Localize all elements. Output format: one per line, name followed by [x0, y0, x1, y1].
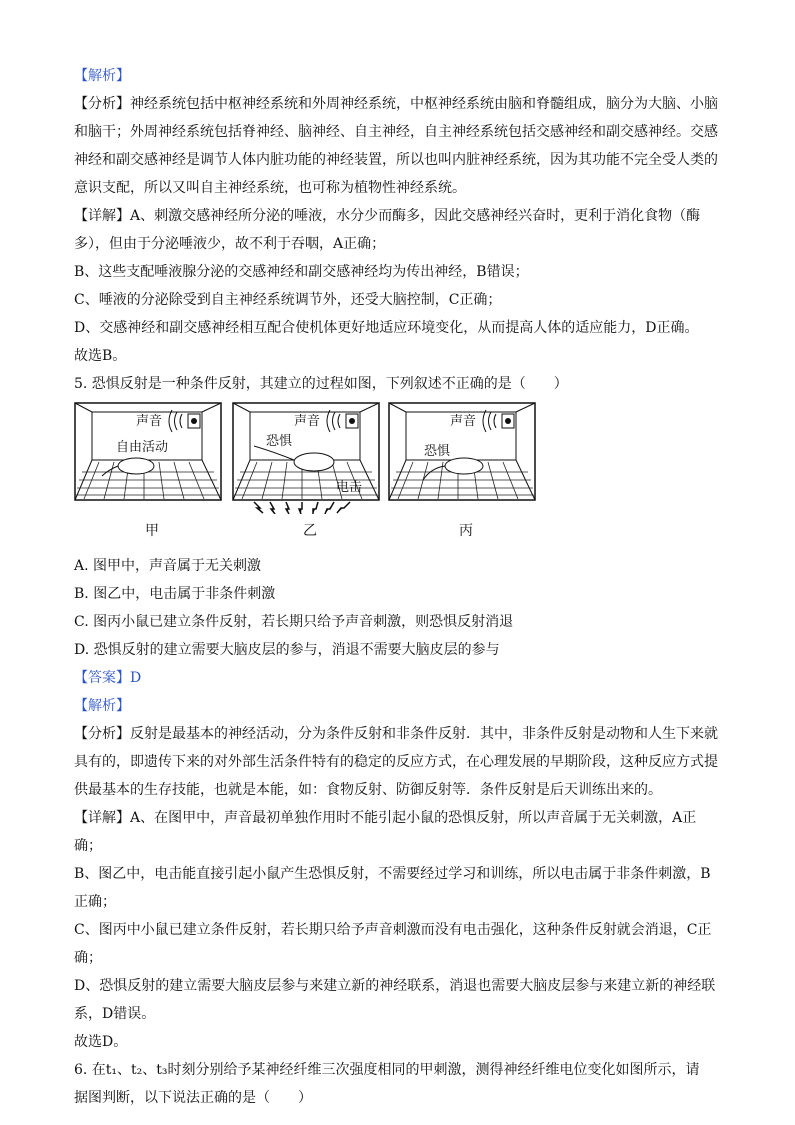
text-line: C、图丙中小鼠已建立条件反射，若长期只给予声音刺激而没有电击强化，这种条件反射就会消退，C正	[74, 922, 712, 938]
text-line: 【详解】A、刺激交感神经所分泌的唾液，水分少而酶多，因此交感神经兴奋时，更利于消化食物（酶	[74, 208, 701, 224]
text-line: 据图判断，以下说法正确的是（ ）	[74, 1090, 312, 1106]
text-line: 6. 在t₁、t₂、t₃时刻分别给予某神经纤维三次强度相同的甲刺激，测得神经纤维电位变化如图所示，请	[74, 1062, 700, 1078]
text-line: B、图乙中，电击能直接引起小鼠产生恐惧反射，不需要经过学习和训练，所以电击属于非条件刺激，B	[74, 866, 711, 882]
label-sound-jia: 声音	[136, 414, 163, 429]
text-line: 和脑干；外周神经系统包括脊神经、脑神经、自主神经，自主神经系统包括交感神经和副交感神经。交感	[74, 124, 718, 140]
text-line: C、唾液的分泌除受到自主神经系统调节外，还受大脑控制，C正确；	[74, 292, 502, 308]
figure-panel-jia	[74, 402, 222, 539]
label-fear-yi: 恐惧	[266, 434, 293, 449]
label-shock: 电击	[336, 480, 363, 495]
caption-bing: 丙	[459, 523, 473, 539]
answer-tag: 【答案】D	[74, 670, 142, 686]
text-line: 意识支配，所以又叫自主神经系统，也可称为植物性神经系统。	[74, 180, 466, 196]
text-line: 【详解】A、在图甲中，声音最初单独作用时不能引起小鼠的恐惧反射，所以声音属于无关刺激，A正	[74, 810, 697, 826]
caption-jia: 甲	[145, 523, 159, 539]
text-line: 故选B。	[74, 348, 127, 364]
text-line: 具有的，即遗传下来的对外部生活条件特有的稳定的反应方式，在心理发展的早期阶段，这种反应方式提	[74, 754, 718, 770]
text-line: 故选D。	[74, 1034, 128, 1050]
label-free-activity: 自由活动	[116, 440, 169, 455]
text-line: 供最基本的生存技能，也就是本能，如：食物反射、防御反射等．条件反射是后天训练出来的。	[74, 782, 662, 798]
figure-panel-bing	[388, 402, 536, 539]
text-line: 确；	[74, 950, 102, 966]
text-line: D、恐惧反射的建立需要大脑皮层参与来建立新的神经联系，消退也需要大脑皮层参与来建立新的神经联	[74, 978, 716, 994]
text-line: 【分析】反射是最基本的神经活动，分为条件反射和非条件反射．其中，非条件反射是动物和人生下来就	[74, 726, 718, 742]
question-5-options	[74, 552, 724, 664]
option-d: D. 恐惧反射的建立需要大脑皮层的参与，消退不需要大脑皮层的参与	[74, 642, 500, 658]
analysis-block-1	[74, 90, 724, 370]
text-line: 系，D错误。	[74, 1006, 156, 1022]
label-fear-bing: 恐惧	[424, 444, 451, 459]
text-line: 正确；	[74, 894, 116, 910]
analysis-block-5	[74, 720, 724, 1056]
text-line: B、这些支配唾液腺分泌的交感神经和副交感神经均为传出神经，B错误；	[74, 264, 529, 280]
option-b: B. 图乙中，电击属于非条件刺激	[74, 586, 276, 602]
text-line: D、交感神经和副交感神经相互配合使机体更好地适应环境变化，从而提高人体的适应能力，D正确。	[74, 320, 699, 336]
option-a: A. 图甲中，声音属于无关刺激	[74, 558, 262, 574]
text-line: 【分析】神经系统包括中枢神经系统和外周神经系统，中枢神经系统由脑和脊髓组成，脑分为大脑、小脑	[74, 96, 718, 112]
text-line: 确；	[74, 838, 102, 854]
fear-reflex-figure	[74, 402, 724, 552]
question-5-stem: 5. 恐惧反射是一种条件反射，其建立的过程如图，下列叙述不正确的是（ ）	[74, 376, 568, 392]
caption-yi: 乙	[303, 523, 317, 539]
figure-panel-yi	[232, 402, 380, 539]
text-line: 多），但由于分泌唾液少，故不利于吞咽，A正确；	[74, 236, 386, 252]
document-page	[74, 62, 724, 1112]
question-6-stem	[74, 1056, 724, 1112]
analysis-tag: 【解析】	[74, 68, 130, 84]
label-sound-bing: 声音	[450, 414, 477, 429]
label-sound-yi: 声音	[294, 414, 321, 429]
analysis-tag: 【解析】	[74, 698, 130, 714]
text-line: 神经和副交感神经是调节人体内脏功能的神经装置，所以也叫内脏神经系统，因为其功能不完全受人类的	[74, 152, 718, 168]
option-c: C. 图丙小鼠已建立条件反射，若长期只给予声音刺激，则恐惧反射消退	[74, 614, 514, 630]
